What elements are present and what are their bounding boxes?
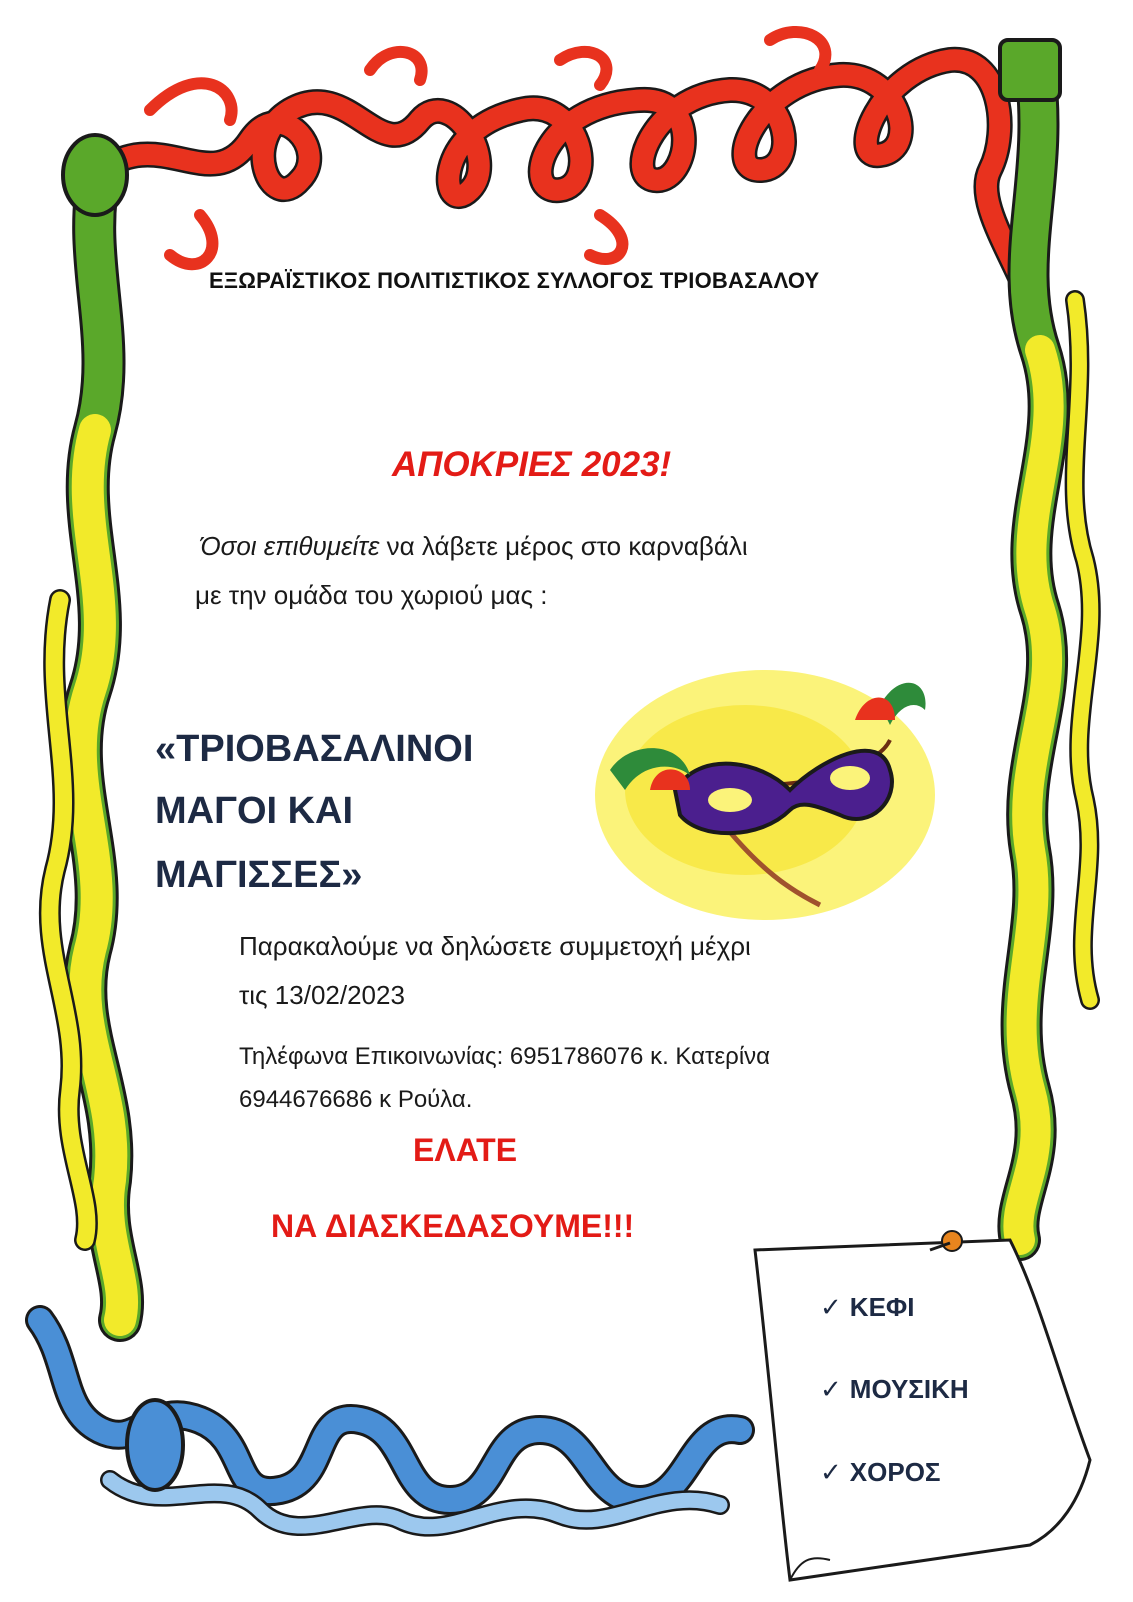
team-name-line-3: ΜΑΓΙΣΣΕΣ»: [155, 854, 363, 896]
checklist-item: [820, 1374, 969, 1405]
checklist-label: ΧΟΡΟΣ: [849, 1457, 941, 1487]
checklist-item: [820, 1292, 914, 1323]
team-name-line-2: ΜΑΓΟΙ ΚΑΙ: [155, 790, 354, 832]
intro-rest-text: να λάβετε μέρος στο καρναβάλι: [379, 531, 748, 561]
organization-name: ΕΞΩΡΑΪΣΤΙΚΟΣ ΠΟΛΙΤΙΣΤΙΚΟΣ ΣΥΛΛΟΓΟΣ ΤΡΙΟΒΑΣΑΛΟΥ: [209, 268, 820, 293]
checklist-label: ΚΕΦΙ: [849, 1292, 915, 1322]
checkmark-icon: ✓: [820, 1458, 842, 1488]
call-to-action-line-2: ΝΑ ΔΙΑΣΚΕΔΑΣΟΥΜΕ!!!: [271, 1208, 635, 1244]
contact-line-2: 6944676686 κ Ρούλα.: [239, 1086, 473, 1113]
intro-line-2: με την ομάδα του χωριού μας :: [195, 580, 548, 610]
checkmark-icon: ✓: [820, 1375, 842, 1405]
pin-icon: [942, 1231, 962, 1251]
checklist-label: ΜΟΥΣΙΚΗ: [849, 1374, 969, 1404]
call-to-action-line-1: ΕΛΑΤΕ: [413, 1132, 518, 1168]
deadline-line-2: τις 13/02/2023: [239, 980, 405, 1010]
event-title: ΑΠΟΚΡΙΕΣ 2023!: [392, 445, 672, 484]
checklist-item: [820, 1457, 941, 1488]
contact-line-1: Τηλέφωνα Επικοινωνίας: 6951786076 κ. Κατερίνα: [239, 1043, 771, 1070]
team-name-line-1: «ΤΡΙΟΒΑΣΑΛΙΝΟΙ: [155, 728, 474, 770]
checkmark-icon: ✓: [820, 1293, 842, 1323]
deadline-line-1: Παρακαλούμε να δηλώσετε συμμετοχή μέχρι: [239, 931, 751, 961]
intro-italic-text: Όσοι επιθυμείτε: [200, 531, 380, 561]
intro-line-1: [200, 531, 748, 562]
